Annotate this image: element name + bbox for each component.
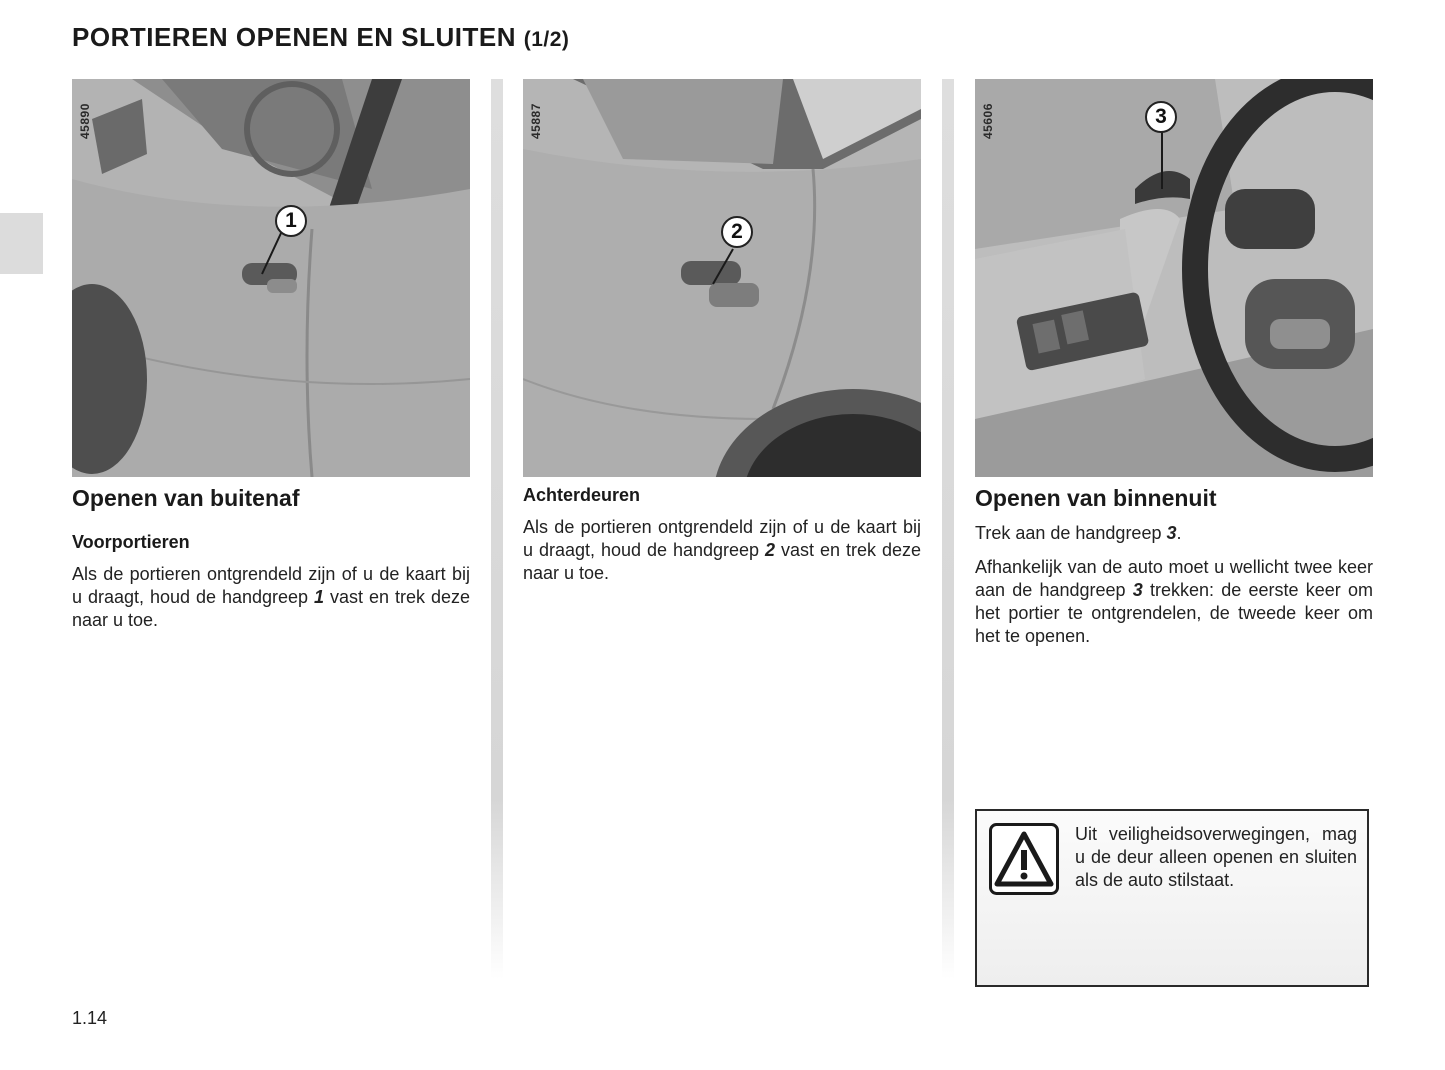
section-heading: Openen van binnenuit: [975, 485, 1217, 511]
handle-ref: 3: [1132, 580, 1143, 600]
warning-triangle-icon: [989, 823, 1059, 895]
handle-ref: 2: [765, 540, 776, 560]
figure-front-door-exterior: [72, 79, 470, 477]
column-interior: [975, 79, 1373, 648]
figure-reference-number: 45890: [78, 103, 92, 139]
figure-rear-door-exterior: [523, 79, 921, 477]
chapter-tab: [0, 213, 43, 274]
column-front-doors: [72, 79, 470, 632]
page-title-suffix: (1/2): [523, 28, 570, 51]
column-divider: [942, 79, 954, 979]
handle-ref: 1: [314, 587, 325, 607]
section-heading: Openen van buitenaf: [72, 485, 300, 511]
column-divider: [491, 79, 503, 979]
subheading: Achterdeuren: [523, 485, 641, 505]
body-text: Trek aan de handgreep 3.: [975, 523, 1182, 543]
column-rear-doors: [523, 79, 921, 585]
warning-text: Uit veiligheidsoverwegingen, mag u de deur alleen openen en sluiten als de auto stilstaat.: [1075, 824, 1357, 890]
page-number: 1.14: [72, 1008, 108, 1028]
front-door-illustration: [72, 79, 470, 477]
body-text: Als de portieren ontgrendeld zijn of u de kaart bij u draagt, houd de handgreep 1 vast en trek deze naar u toe.: [72, 564, 471, 630]
body-text: Als de portieren ontgrendeld zijn of u de kaart bij u draagt, houd de handgreep 2 vast en trek deze naar u toe.: [523, 517, 922, 583]
callout-1: 1: [275, 205, 307, 237]
body-text: Afhankelijk van de auto moet u wellicht twee keer aan de handgreep 3 trekken: de eerste keer om het portier te ontgrendelen, de tweede keer om het te openen.: [975, 557, 1373, 646]
safety-warning-box: [975, 809, 1369, 987]
handle-ref: 3: [1166, 523, 1177, 543]
page-title: PORTIEREN OPENEN EN SLUITEN (1/2): [72, 22, 570, 52]
figure-interior-handle: [975, 79, 1373, 477]
interior-handle-illustration: [975, 79, 1373, 477]
figure-reference-number: 45887: [529, 103, 543, 139]
callout-2: 2: [721, 216, 753, 248]
callout-3: 3: [1145, 101, 1177, 133]
figure-reference-number: 45606: [981, 103, 995, 139]
rear-door-illustration: [523, 79, 921, 477]
subheading: Voorportieren: [72, 532, 190, 552]
